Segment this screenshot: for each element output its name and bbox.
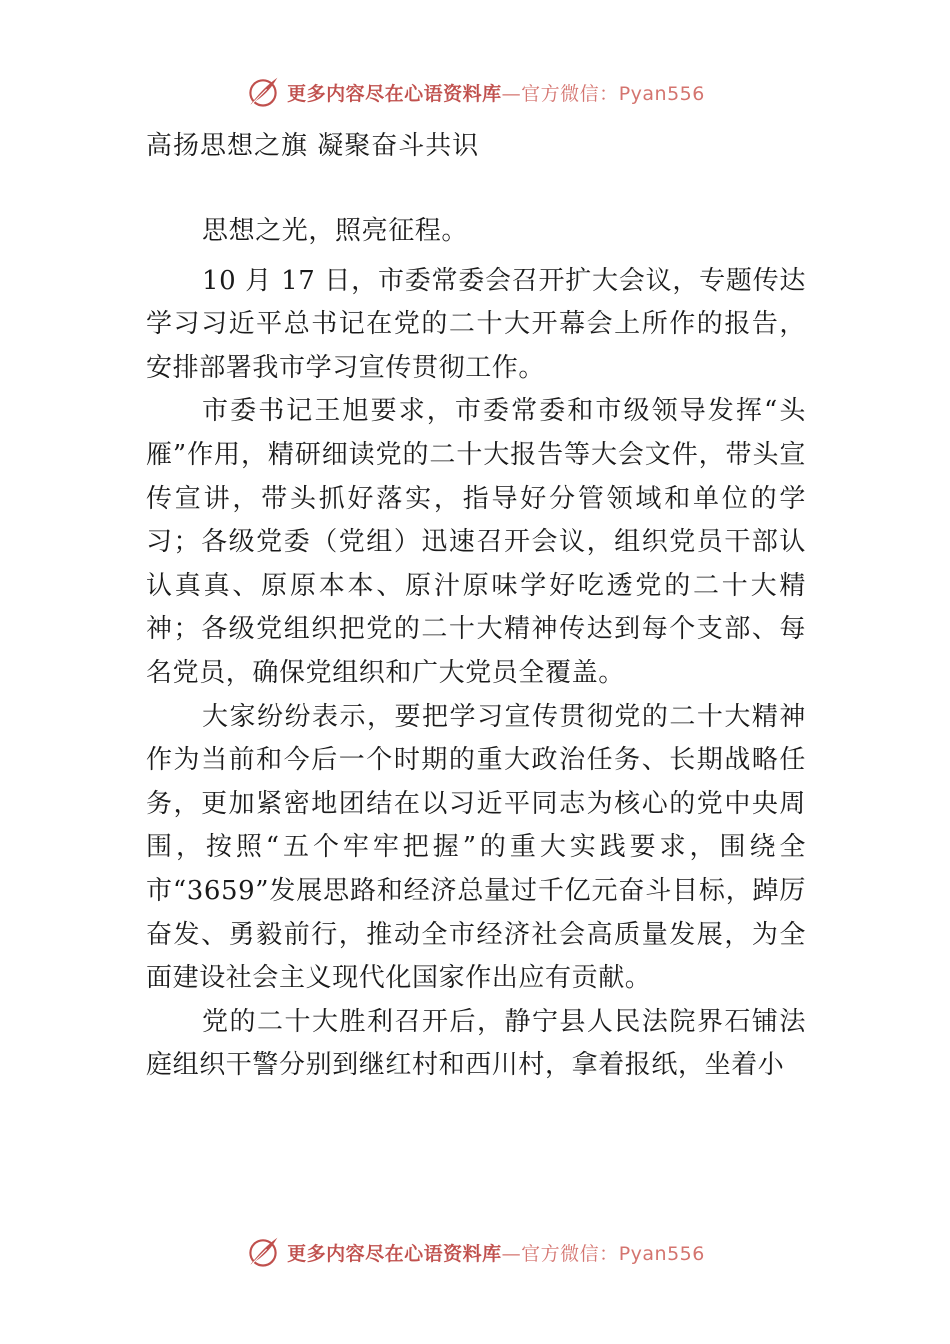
paragraph: 思想之光，照亮征程。 bbox=[202, 216, 469, 246]
document-title: 高扬思想之旗 凝聚奋斗共识 bbox=[146, 131, 480, 161]
watermark-wechat-id: Pyan556 bbox=[618, 1242, 705, 1265]
watermark-sub: 官方微信： bbox=[521, 82, 619, 105]
footer-watermark bbox=[0, 1232, 950, 1272]
document-body bbox=[146, 124, 806, 1088]
watermark-dash: — bbox=[501, 82, 522, 105]
header-watermark bbox=[0, 72, 950, 112]
paragraph: 大家纷纷表示，要把学习宣传贯彻党的二十大精神作为当前和今后一个时期的重大政治任务、长期战略任务，更加紧密地团结在以习近平同志为核心的党中央周围，按照“五个牢牢把握”的重大实践要求，围绕全市“3659”发展思路和经济总量过千亿元奋斗目标，踔厉奋发、勇毅前行，推动全市经济社会高质量发展，为全面建设社会主义现代化国家作出应有贡献。 bbox=[146, 701, 806, 994]
watermark-sub: 官方微信： bbox=[521, 1242, 619, 1265]
watermark-main: 更多内容尽在心语资料库 bbox=[287, 82, 502, 105]
watermark-main: 更多内容尽在心语资料库 bbox=[287, 1242, 502, 1265]
paragraph: 党的二十大胜利召开后，静宁县人民法院界石铺法庭组织干警分别到继红村和西川村，拿着报纸，坐着小 bbox=[146, 1006, 806, 1081]
paragraph: 10 月 17 日，市委常委会召开扩大会议，专题传达学习习近平总书记在党的二十大开幕会上所作的报告，安排部署我市学习宣传贯彻工作。 bbox=[146, 265, 806, 383]
watermark-text bbox=[287, 79, 705, 106]
watermark-wechat-id: Pyan556 bbox=[618, 82, 705, 105]
quill-pen-circle-icon bbox=[245, 1234, 281, 1270]
quill-pen-circle-icon bbox=[245, 74, 281, 110]
watermark-text bbox=[287, 1239, 705, 1266]
paragraph: 市委书记王旭要求，市委常委和市级领导发挥“头雁”作用，精研细读党的二十大报告等大会文件，带头宣传宣讲，带头抓好落实，指导好分管领域和单位的学习；各级党委（党组）迅速召开会议，组织党员干部认认真真、原原本本、原汁原味学好吃透党的二十大精神；各级党组织把党的二十大精神传达到每个支部、每名党员，确保党组织和广大党员全覆盖。 bbox=[146, 396, 806, 688]
watermark-dash: — bbox=[501, 1242, 522, 1265]
